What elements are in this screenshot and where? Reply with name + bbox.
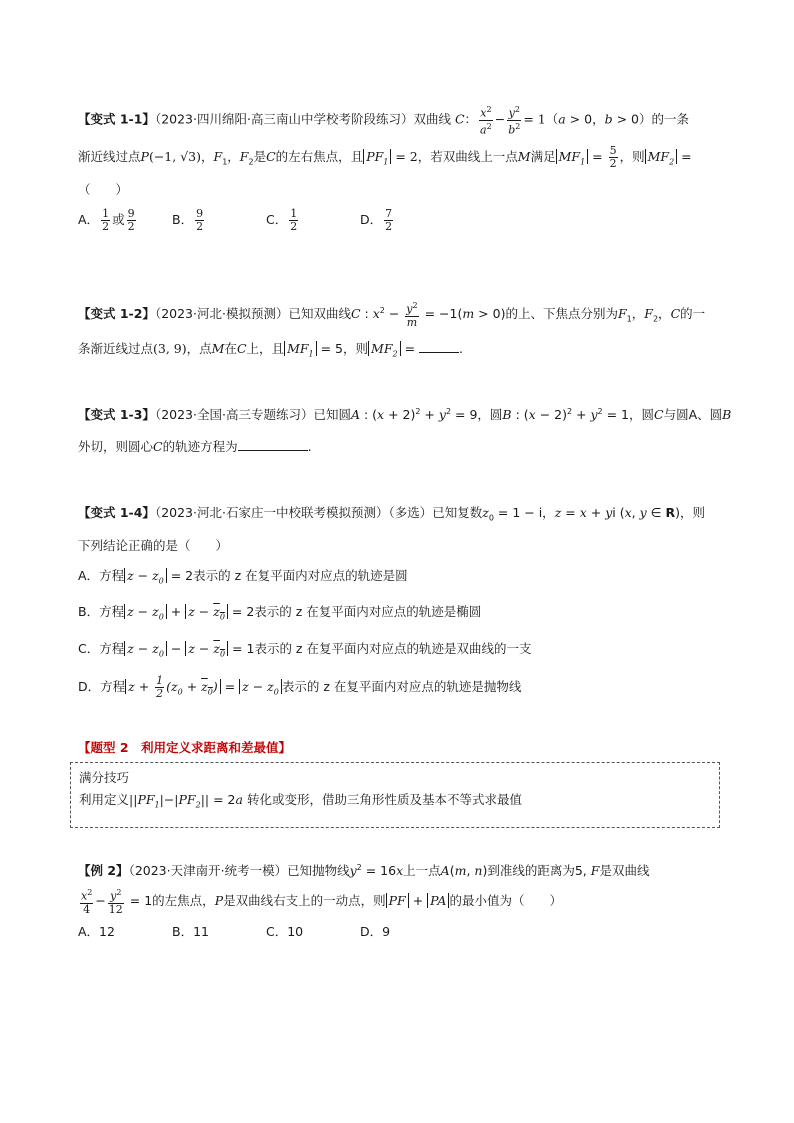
text: 方程 [99,640,125,656]
option-c[interactable]: C．方程 $z - z_0 - z - z_0 = 1$表示的 z 在复平面内对应点的轨迹是双曲线的一支 [78,640,532,658]
text: 表示的 z 在复平面内对应点的轨迹是双曲线的一支 [254,640,532,656]
text: ，若双曲线上一点 [417,149,518,165]
text: ，则 [343,340,369,356]
choice-d[interactable]: D．9 [360,923,391,939]
text: 转化或变形，借助三角形性质及基本不等式求最值 [246,792,522,807]
answer-blank[interactable] [238,450,308,451]
option-label: C． [78,640,100,656]
text: 与圆A、圆 [663,407,723,423]
question-stem-line: 下列结论正确的是（ ） [78,537,229,553]
choice-b[interactable]: B．11 [172,923,209,939]
text: 表示的 z 在复平面内对应点的轨迹是圆 [193,567,408,583]
text: 表示的 z 在复平面内对应点的轨迹是椭圆 [254,604,482,619]
choice-label: B． [172,211,194,227]
answer-blank[interactable] [419,352,459,353]
option-label: D． [78,679,101,694]
tip-title: 满分技巧 [79,770,130,785]
text: 外切，则圆心 [78,439,154,455]
text: 或 [112,211,125,227]
choice-label: C． [266,211,288,227]
option-a[interactable]: A．方程 $z - z_0 = 2$表示的 z 在复平面内对应点的轨迹是圆 [78,567,408,585]
question-1-4: 【变式 1-4】（2023·河北·石家庄一中校联考模拟预测）（多选）已知复数$z_0 = 1 - i$，z = x + yi (x, y ∈ R)，则 下列结论正确的是（ ） A．方程 $z - z_0 = 2$表示的 z 在复平面内对应点的轨迹是圆 B．方程 $z - z_0 + z - z_0 = 2$表示的 z 在复平面内对应点的轨迹是椭圆 C．方程 $z - z_0 - z - z_0 = 1$表示的 z 在复平面内对应点的轨迹是双曲线的一支 D．方程 z + $\frac{1}{2}$ $(z_0 + z_0) = z - z_0$ 表示的 z 在复平面内对应点的轨迹是抛物线 [78,502,734,706]
text: 已知抛物线 [287,863,350,879]
choice-a[interactable]: A．12 [78,923,115,939]
text: 到准线的距离为 [487,863,575,879]
text: ，则 [619,149,645,165]
tip-box [70,762,720,828]
text: 表示的 z 在复平面内对应点的轨迹是抛物线 [281,679,522,694]
question-source: （2023·天津南开·统考一模） [128,863,288,879]
question-source: （2023·四川绵阳·高三南山中学校考阶段练习） [154,111,414,127]
text: 已知复数 [432,505,483,520]
text: 双曲线 [413,111,451,127]
text: 已知双曲线 [288,306,351,322]
text: 已知圆 [313,407,351,423]
choice-label: D． [360,211,383,227]
text: 的上、下焦点分别为 [505,306,618,322]
text: 的最小值为（ ） [449,893,562,909]
text: 则 [692,505,706,520]
text: 满足 [530,149,556,165]
choice-d[interactable]: D． $\frac{7}{2}$ [360,206,393,233]
option-label: B． [78,604,100,619]
example-2: 【例 2】（2023·天津南开·统考一模）已知抛物线$y^2 = 16x$上一点A(m, n)到准线的距离为5, F是双曲线 $\frac{x^2}{4}$ − $\frac{y^2}{12}$ = 1的左焦点，P是双曲线右支上的一动点，则 PF + PA 的最小值为（ ） A．12 B．11 C．10 D．9 [78,858,734,942]
text: 在 [224,340,237,356]
question-tag: 【变式 1-2】 [78,306,155,322]
text: 方程 [99,567,125,583]
text: 条渐近线过点 [78,340,154,356]
option-d[interactable]: D．方程 z + $\frac{1}{2}$ $(z_0 + z_0) = z - z_0$ 表示的 z 在复平面内对应点的轨迹是抛物线 [78,674,522,700]
question-source: （2023·河北·模拟预测） [154,306,289,322]
question-1-1: 【变式 1-1】（2023·四川绵阳·高三南山中学校考阶段练习）双曲线 C： $\frac{x^2}{a^2}$ − $\frac{y^2}{b^2}$ = 1（a > 0，b > 0）的一条 渐近线过点P(−1, √3)，$F_1$，$F_2$是C的左右焦点，且 $PF_1 = 2$，若双曲线上一点M满足 $MF_1$ = $\frac{5}{2}$ ，则 $MF_2$ = （ ） A． $\frac{1}{2}$ 或 $\frac{9}{2}$ B． $\frac{9}{2}$ C． $\frac{1}{2}$ D． $\frac{7}{2}$ [78,104,734,233]
text: 的一条 [651,111,689,127]
text: ，圆 [477,407,503,423]
question-source: （2023·全国·高三专题练习） [154,407,314,423]
text: 方程 [100,679,126,694]
option-b[interactable]: B．方程 $z - z_0 + z - z_0 = 2$表示的 z 在复平面内对应点的轨迹是椭圆 [78,604,482,622]
choice-b[interactable]: B． $\frac{9}{2}$ [172,206,204,233]
text: 上一点 [403,863,441,879]
question-tag: 【变式 1-1】 [78,111,155,127]
section-heading: 【题型 2 利用定义求距离和差最值】 [78,740,292,755]
text: 上，且 [246,340,285,356]
text: 的左右焦点，且 [275,149,364,165]
choice-c[interactable]: C．10 [266,923,304,939]
text: ，圆 [629,407,655,423]
text: 是双曲线右支上的一动点，则 [223,893,386,909]
tip-body: 利用定义$||PF_1|-|PF_2|| = 2a$ 转化或变形，借助三角形性质及基本不等式求最值 [79,792,522,810]
text: 利用定义 [79,792,130,807]
text: 的轨迹方程为 [162,439,238,455]
choice-a[interactable]: A． $\frac{1}{2}$ 或 $\frac{9}{2}$ [78,206,135,233]
question-source: （2023·河北·石家庄一中校联考模拟预测）（多选） [154,505,433,520]
text: 是 [253,149,267,165]
option-label: A． [78,567,100,583]
question-tag: 【例 2】 [78,863,129,879]
question-tag: 【变式 1-4】 [78,505,155,520]
choice-c[interactable]: C． $\frac{1}{2}$ [266,206,298,233]
question-1-3: 【变式 1-3】（2023·全国·高三专题练习）已知圆A : $(x + 2)^2 + y^2 = 9$，圆B : $(x - 2)^2 + y^2 = 1$，圆C与圆A、圆B 外切，则圆心C的轨迹方程为 . [78,407,732,455]
text: 是双曲线 [599,863,650,879]
text: 方程 [99,604,125,619]
choice-label: A． [78,211,100,227]
question-tag: 【变式 1-3】 [78,407,155,423]
text: 的左焦点， [152,893,215,909]
text: 的一 [680,306,706,322]
answer-paren: （ ） [78,181,129,197]
question-1-2: 【变式 1-2】（2023·河北·模拟预测）已知双曲线C : $x^2$ − $\frac{y^2}{m}$ = −1(m > 0)的上、下焦点分别为$F_1$，$F_2$，C的一 条渐近线过点(3, 9)，点M在C上，且 $MF_1 = 5$，则 $MF_2$ = . [78,301,706,359]
text: ，点 [186,340,212,356]
text: 渐近线过点 [78,149,141,165]
